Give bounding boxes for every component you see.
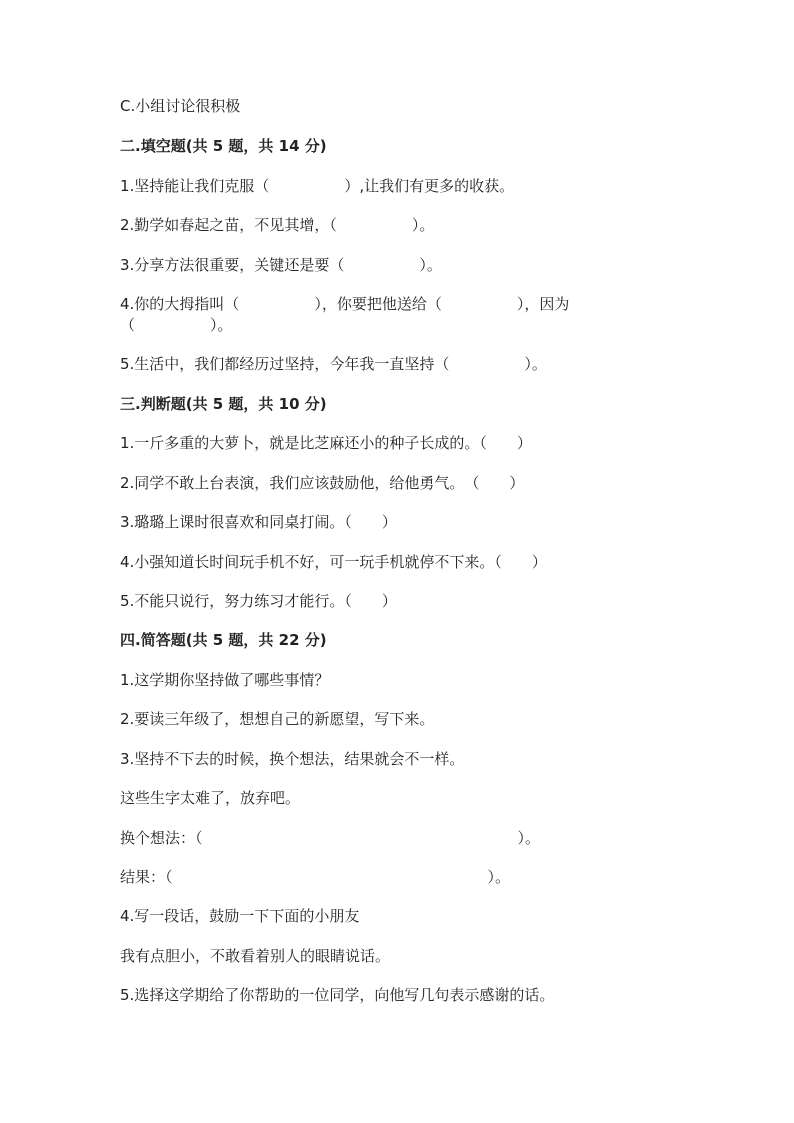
fill-question-1: 1.坚持能让我们克服（ ）,让我们有更多的收获。	[120, 177, 515, 195]
fill-question-4-line-2: （ ）。	[120, 316, 233, 334]
fill-question-3: 3.分享方法很重要，关键还是要（ ）。	[120, 256, 442, 274]
short-answer-question-3-result: 结果：（ ）。	[120, 868, 511, 886]
fill-question-5: 5.生活中，我们都经历过坚持，今年我一直坚持（ ）。	[120, 355, 547, 373]
judge-question-2: 2.同学不敢上台表演，我们应该鼓励他，给他勇气。 （ ）	[120, 474, 525, 492]
fill-question-4-line-1: 4.你的大拇指叫（ ），你要把他送给（ ），因为	[120, 295, 570, 313]
short-answer-question-3: 3.坚持不下去的时候，换个想法，结果就会不一样。	[120, 750, 465, 768]
short-answer-question-2: 2.要读三年级了，想想自己的新愿望，写下来。	[120, 710, 435, 728]
section-4-heading: 四.简答题(共 5 题，共 22 分)	[120, 631, 327, 649]
section-3-heading: 三.判断题(共 5 题，共 10 分)	[120, 395, 327, 413]
judge-question-4: 4.小强知道长时间玩手机不好，可一玩手机就停不下来。（ ）	[120, 553, 547, 571]
judge-question-3: 3.璐璐上课时很喜欢和同桌打闹。（ ）	[120, 513, 397, 531]
short-answer-question-3-example: 这些生字太难了，放弃吧。	[120, 789, 301, 807]
judge-question-1: 1.一斤多重的大萝卜，就是比芝麻还小的种子长成的。（ ）	[120, 434, 532, 452]
short-answer-question-1: 1.这学期你坚持做了哪些事情？	[120, 671, 330, 689]
short-answer-question-4: 4.写一段话，鼓励一下下面的小朋友	[120, 907, 360, 925]
short-answer-question-3-change: 换个想法：（ ）。	[120, 829, 541, 847]
judge-question-5: 5.不能只说行，努力练习才能行。（ ）	[120, 592, 397, 610]
option-c-text: C.小组讨论很积极	[120, 97, 241, 115]
short-answer-question-4-example: 我有点胆小，不敢看着别人的眼睛说话。	[120, 947, 391, 965]
fill-question-2: 2.勤学如春起之苗，不见其增，（ ）。	[120, 216, 435, 234]
short-answer-question-5: 5.选择这学期给了你帮助的一位同学，向他写几句表示感谢的话。	[120, 986, 555, 1004]
section-2-heading: 二.填空题(共 5 题，共 14 分)	[120, 137, 327, 155]
